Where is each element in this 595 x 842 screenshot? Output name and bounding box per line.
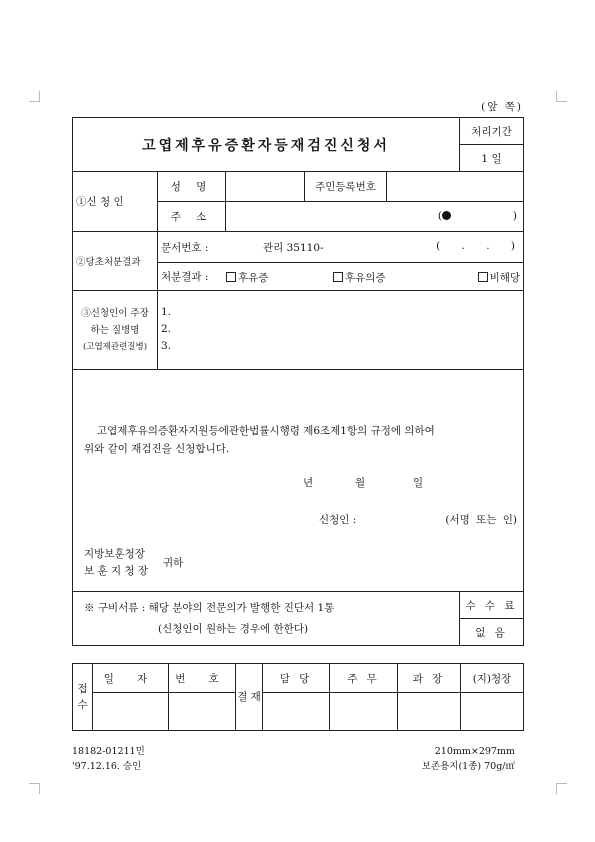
- applicant-signature-label: 신청인 :: [319, 514, 357, 526]
- document-date: ( . . ): [436, 240, 516, 252]
- date-day-label: 일: [413, 477, 424, 489]
- statement-section: [73, 370, 524, 592]
- role-header: (지)청장: [461, 664, 524, 693]
- disease-item: 2.: [161, 323, 172, 335]
- statement-line-1: 고엽제후유의증환자지원등에관한법률시행령 제6조제1항의 규정에 의하여: [97, 425, 435, 437]
- disease-list[interactable]: [158, 291, 524, 370]
- document-number-row: [158, 232, 524, 263]
- footer-left: [72, 744, 145, 774]
- approval-sign-field[interactable]: [398, 693, 461, 731]
- number-header: 번 호: [169, 664, 236, 693]
- phone-close: ): [512, 210, 518, 222]
- approval-sign-field[interactable]: [330, 693, 398, 731]
- document-number-value: 관리 35110-: [263, 242, 324, 254]
- option-sequelae[interactable]: 후유증: [226, 270, 268, 285]
- crop-mark-top-left: [29, 91, 40, 102]
- receipt-label: 접 수: [73, 664, 93, 731]
- role-header: 담 당: [263, 664, 330, 693]
- document-number-label: 문서번호 :: [161, 241, 209, 254]
- disposition-result-row: [158, 263, 524, 291]
- footer-right: [422, 744, 515, 774]
- recipient-title: 지방보훈청장 보 훈 지 청 장: [84, 548, 149, 577]
- crop-mark-top-right: [556, 91, 567, 102]
- phone-open: (: [438, 210, 451, 222]
- role-header: 주 무: [330, 664, 398, 693]
- approval-sign-field[interactable]: [263, 693, 330, 731]
- form-code: 18182-01211민: [72, 746, 145, 757]
- date-header: 일 자: [93, 664, 169, 693]
- address-field[interactable]: [226, 202, 524, 232]
- disease-section-label: ③신청인이 주장 하는 질병명 (고엽제관련질병): [73, 291, 158, 370]
- receipt-date-field[interactable]: [93, 693, 169, 731]
- approval-label: 결 재: [236, 664, 263, 731]
- option-suspected-sequelae[interactable]: 후유의증: [333, 270, 386, 285]
- processing-period-value: 1 일: [460, 145, 524, 172]
- required-documents-line-2: (신청인이 원하는 경우에 한한다): [158, 622, 309, 635]
- address-label: 주 소: [158, 202, 226, 232]
- page-side-label: (앞 쪽): [481, 101, 523, 113]
- disease-item: 3.: [161, 340, 172, 352]
- receipt-number-field[interactable]: [169, 693, 236, 731]
- form-title: 고엽제후유증환자등재검진신청서: [73, 118, 460, 172]
- processing-period-label: 처리기간: [460, 118, 524, 145]
- name-label: 성 명: [158, 172, 226, 202]
- required-documents: [73, 592, 460, 646]
- disposition-section-label: ②당초처분결과: [73, 232, 158, 291]
- option-not-applicable[interactable]: 비해당: [478, 270, 520, 285]
- resident-id-label: 주민등록번호: [305, 172, 387, 202]
- fee-label: 수 수 료: [460, 592, 524, 619]
- name-field[interactable]: [226, 172, 305, 202]
- telephone-icon: [442, 211, 451, 220]
- honorific: 귀하: [163, 557, 184, 569]
- statement-line-2: 위와 같이 재검진을 신청합니다.: [84, 443, 230, 455]
- date-year-label: 년: [303, 477, 314, 489]
- checkbox-icon: [333, 272, 343, 282]
- checkbox-icon: [226, 272, 236, 282]
- disposition-result-label: 처분결과 :: [161, 271, 209, 283]
- checkbox-icon: [478, 272, 488, 282]
- disease-item: 1.: [161, 306, 172, 318]
- applicant-section-label: ①신 청 인: [73, 172, 158, 232]
- signature-note: (서명 또는 인): [445, 514, 518, 526]
- required-documents-line-1: ※ 구비서류 : 해당 분야의 전문의가 발행한 진단서 1통: [84, 601, 335, 614]
- date-month-label: 월: [355, 477, 366, 489]
- application-form-table: [72, 117, 524, 646]
- role-header: 과 장: [398, 664, 461, 693]
- resident-id-field[interactable]: [387, 172, 524, 202]
- approval-date: '97.12.16. 승인: [72, 761, 142, 772]
- approval-sign-field[interactable]: [461, 693, 524, 731]
- fee-value: 없 음: [460, 619, 524, 646]
- crop-mark-bottom-right: [556, 783, 567, 794]
- paper-size: 210mm×297mm: [434, 746, 515, 757]
- crop-mark-bottom-left: [29, 783, 40, 794]
- receipt-approval-table: [72, 663, 524, 731]
- paper-type: 보존용지(1종) 70g/㎡: [421, 761, 515, 772]
